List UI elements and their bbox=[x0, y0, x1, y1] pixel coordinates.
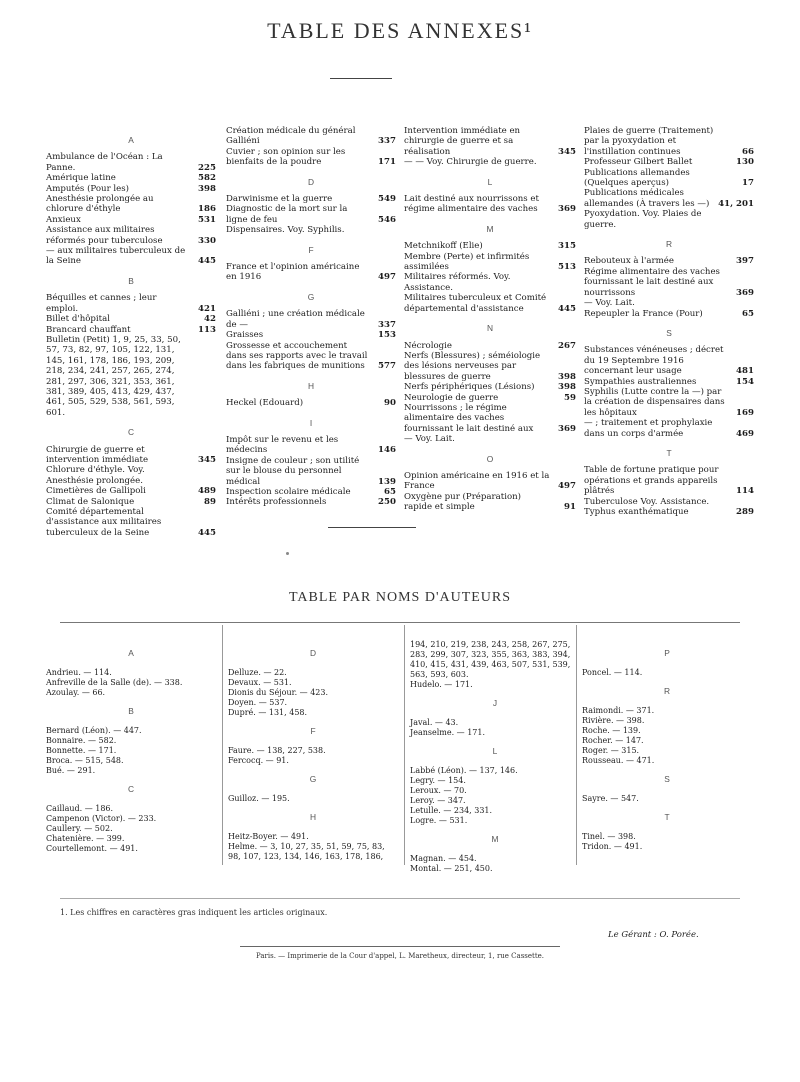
index-entry bbox=[584, 507, 754, 517]
entry-page: 421 bbox=[198, 303, 216, 314]
entry-text: Insigne de couleur ; son utilité sur le blouse du personnel médical bbox=[226, 455, 360, 487]
authors-title: TABLE PAR NOMS D'AUTEURS bbox=[288, 590, 512, 605]
authors-column-3 bbox=[410, 640, 580, 874]
section-letter: R bbox=[665, 239, 673, 250]
author-entry: Azoulay. — 66. bbox=[46, 688, 106, 697]
index-entry bbox=[584, 168, 754, 189]
section-letter: D bbox=[307, 176, 315, 187]
index-entry bbox=[584, 209, 754, 230]
index-entry bbox=[404, 434, 576, 444]
entry-page: 59 bbox=[564, 392, 576, 403]
index-entry bbox=[584, 188, 754, 209]
author-entry: Helme. — 3, 10, 27, 35, 51, 59, 75, 83, 98, 107, 123, 134, 146, 163, 178, 186, bbox=[228, 842, 385, 861]
author-entry: Andrieu. — 114. bbox=[46, 668, 112, 677]
author-entry: Letulle. — 234, 331. bbox=[410, 806, 493, 815]
entry-text: Publications médicales allemandes (À travers les —) bbox=[584, 188, 710, 209]
column-rule bbox=[576, 625, 577, 865]
entry-text: Intervention immédiate en chirurgie de guerre et sa réalisation bbox=[404, 126, 521, 157]
entry-page: 153 bbox=[378, 330, 396, 341]
entry-text: Typhus exanthématique bbox=[584, 507, 689, 517]
index-entry bbox=[404, 382, 576, 392]
index-entry bbox=[46, 335, 216, 418]
entry-text: Nerfs (Blessures) ; séméiologie des lésions nerveuses par blessures de guerre bbox=[404, 350, 541, 382]
section-letter: F bbox=[308, 244, 314, 255]
entry-text: Amérique latine bbox=[46, 173, 116, 184]
annex-column-2 bbox=[226, 126, 396, 508]
entry-page: 369 bbox=[558, 204, 576, 215]
index-entry bbox=[584, 126, 754, 157]
author-entry: Magnan. — 454. bbox=[410, 854, 477, 863]
entry-page: 267 bbox=[558, 340, 576, 351]
index-entry bbox=[226, 126, 396, 147]
section-letter: H bbox=[307, 380, 315, 391]
entry-page: 90 bbox=[384, 398, 396, 409]
entry-text: Tuberculose Voy. Assistance. bbox=[584, 496, 710, 507]
entry-page: 139 bbox=[378, 476, 396, 487]
index-entry bbox=[404, 252, 576, 273]
index-entry bbox=[226, 262, 396, 283]
printer-rule bbox=[240, 946, 560, 947]
author-entry: Broca. — 515, 548. bbox=[46, 756, 124, 765]
index-entry bbox=[226, 194, 396, 204]
author-entry: Delluze. — 22. bbox=[228, 668, 287, 677]
entry-text: Cuvier ; son opinion sur les bienfaits de la poudre bbox=[226, 146, 346, 168]
entry-text: — Voy. Lait. bbox=[404, 434, 455, 445]
index-entry bbox=[404, 393, 576, 403]
index-entry bbox=[226, 147, 396, 168]
index-entry bbox=[226, 330, 396, 340]
entry-text: Plaies de guerre (Traitement) par la pyoxydation et l'instillation continues bbox=[584, 126, 714, 157]
entry-text: Substances vénéneuses ; décret du 19 Septembre 1916 concernant leur usage bbox=[584, 345, 724, 377]
entry-page: 549 bbox=[378, 194, 396, 205]
entry-text: Pyoxydation. Voy. Plaies de guerre. bbox=[584, 209, 702, 230]
section-letter: H bbox=[309, 812, 317, 822]
index-entry bbox=[584, 418, 754, 439]
section-letter: G bbox=[309, 774, 317, 784]
gerant-signature: Le Gérant : O. Porée. bbox=[608, 930, 699, 940]
entry-text: Comité départemental d'assistance aux militaires tuberculeux de la Seine bbox=[46, 507, 162, 538]
entry-text: Inspection scolaire médicale bbox=[226, 486, 351, 497]
index-entry bbox=[226, 497, 396, 507]
entry-text: Table de fortune pratique pour opérations et grands appareils plâtrés bbox=[584, 465, 719, 497]
author-entry: Poncel. — 114. bbox=[582, 668, 643, 677]
author-entry: Rivière. — 398. bbox=[582, 716, 645, 725]
section-letter: T bbox=[664, 812, 670, 822]
entry-page: 250 bbox=[378, 497, 396, 508]
author-entry: 194, 210, 219, 238, 243, 258, 267, 275, 283, 299, 307, 323, 355, 363, 383, 394, 410, 415, 431, 439, 463, 507, 531, 539, 563, 593, 603. bbox=[410, 640, 571, 679]
entry-text: Oxygène pur (Préparation) rapide et simple bbox=[404, 491, 522, 513]
entry-page: 481 bbox=[736, 366, 754, 377]
author-entry: Sayre. — 547. bbox=[582, 794, 639, 803]
author-entry: Dionis du Séjour. — 423. bbox=[228, 688, 329, 697]
author-entry: Devaux. — 531. bbox=[228, 678, 292, 687]
entry-text: Anesthésie prolongée au chlorure d'éthyle bbox=[46, 194, 154, 215]
author-entry: Courtellemont. — 491. bbox=[46, 844, 138, 853]
author-entry: Caullery. — 502. bbox=[46, 824, 113, 833]
entry-page: 445 bbox=[198, 527, 216, 538]
index-entry bbox=[226, 456, 396, 487]
entry-page: 89 bbox=[204, 496, 216, 507]
index-entry bbox=[404, 241, 576, 251]
annex-column-3 bbox=[404, 126, 576, 513]
authors-rule bbox=[60, 622, 740, 623]
section-letter: P bbox=[664, 648, 670, 658]
entry-text: Grossesse et accouchement dans ses rapports avec le travail dans les fabriques de munitions bbox=[226, 340, 368, 372]
index-entry bbox=[226, 435, 396, 456]
author-entry: Labbé (Léon). — 137, 146. bbox=[410, 766, 518, 775]
entry-page: 513 bbox=[558, 262, 576, 273]
entry-text: Heckel (Edouard) bbox=[226, 398, 304, 409]
entry-text: Neurologie de guerre bbox=[404, 392, 499, 403]
entry-text: — — Voy. Chirurgie de guerre. bbox=[404, 157, 537, 168]
section-letter: M bbox=[486, 223, 494, 234]
index-entry bbox=[584, 256, 754, 266]
entry-page: 17 bbox=[742, 178, 754, 189]
entry-text: Graisses bbox=[226, 330, 264, 341]
index-entry bbox=[226, 341, 396, 372]
entry-page: 582 bbox=[198, 173, 216, 184]
index-entry bbox=[46, 184, 216, 194]
entry-text: Militaires tuberculeux et Comité départemental d'assistance bbox=[404, 293, 547, 314]
author-entry: Legry. — 154. bbox=[410, 776, 466, 785]
entry-page: 497 bbox=[378, 272, 396, 283]
author-entry: Bonnette. — 171. bbox=[46, 746, 117, 755]
index-entry bbox=[46, 486, 216, 496]
entry-page: 345 bbox=[198, 454, 216, 465]
section-letter: C bbox=[127, 427, 135, 438]
section-letter: T bbox=[666, 447, 672, 458]
entry-text: Rebouteux à l'armée bbox=[584, 256, 674, 267]
section-letter: S bbox=[666, 327, 672, 338]
index-entry bbox=[404, 293, 576, 314]
section-letter: I bbox=[309, 417, 313, 428]
author-entry: Roche. — 139. bbox=[582, 726, 641, 735]
index-entry bbox=[584, 157, 754, 167]
entry-text: — aux militaires tuberculeux de la Seine bbox=[46, 246, 186, 267]
entry-page: 337 bbox=[378, 136, 396, 147]
entry-text: Militaires réformés. Voy. Assistance. bbox=[404, 272, 511, 293]
index-entry bbox=[404, 341, 576, 351]
section-letter: S bbox=[664, 774, 670, 784]
index-entry bbox=[584, 309, 754, 319]
section-letter: B bbox=[128, 706, 134, 716]
entry-text: Bulletin (Petit) 1, 9, 25, 33, 50, 57, 73, 82, 97, 105, 122, 131, 145, 161, 178, 186, 193, 209, 218, 234, 241, 257, 265, 274, 281, 297, 306, 321, 353, 361, 381, 389, 405, 413, 429, 437, 461, 505, 529, 538, 561, 593, 601. bbox=[46, 334, 181, 418]
index-entry bbox=[584, 298, 754, 308]
entry-text: Sympathies australiennes bbox=[584, 376, 697, 387]
entry-text: Intérêts professionnels bbox=[226, 497, 327, 508]
entry-page: 330 bbox=[198, 235, 216, 246]
index-entry bbox=[404, 492, 576, 513]
entry-page: 397 bbox=[736, 256, 754, 267]
section-letter: C bbox=[127, 784, 135, 794]
index-entry bbox=[46, 246, 216, 267]
footnote-rule bbox=[60, 898, 740, 899]
author-entry: Guilloz. — 195. bbox=[228, 794, 290, 803]
section-letter: B bbox=[128, 275, 134, 286]
index-entry bbox=[46, 225, 216, 246]
author-entry: Tridon. — 491. bbox=[582, 842, 643, 851]
author-entry: Leroy. — 347. bbox=[410, 796, 466, 805]
entry-page: 445 bbox=[558, 303, 576, 314]
author-entry: Raimondi. — 371. bbox=[582, 706, 655, 715]
entry-page: 169 bbox=[736, 407, 754, 418]
entry-text: Création médicale du général Galliéni bbox=[226, 126, 356, 147]
entry-text: Amputés (Pour les) bbox=[46, 183, 130, 194]
section-letter: F bbox=[310, 726, 316, 736]
section-letter: G bbox=[307, 291, 315, 302]
entry-page: 154 bbox=[736, 376, 754, 387]
author-entry: Roger. — 315. bbox=[582, 746, 640, 755]
index-entry bbox=[226, 487, 396, 497]
index-entry bbox=[46, 497, 216, 507]
footnote: 1. Les chiffres en caractères gras indiquent les articles originaux. bbox=[60, 908, 328, 917]
entry-text: Professeur Gilbert Ballet bbox=[584, 157, 693, 168]
column-rule bbox=[222, 625, 223, 865]
author-entry: Heitz-Boyer. — 491. bbox=[228, 832, 309, 841]
author-entry: Leroux. — 70. bbox=[410, 786, 467, 795]
index-entry bbox=[404, 471, 576, 492]
author-entry: Chatenière. — 399. bbox=[46, 834, 125, 843]
author-entry: Bernard (Léon). — 447. bbox=[46, 726, 142, 735]
entry-page: 577 bbox=[378, 361, 396, 372]
index-entry bbox=[404, 194, 576, 215]
entry-page: 42 bbox=[204, 314, 216, 325]
entry-text: Nerfs périphériques (Lésions) bbox=[404, 382, 535, 393]
author-entry: Doyen. — 537. bbox=[228, 698, 288, 707]
entry-text: Publications allemandes (Quelques aperçus) bbox=[584, 167, 690, 189]
author-entry: Rocher. — 147. bbox=[582, 736, 644, 745]
entry-page: 398 bbox=[198, 183, 216, 194]
entry-page: 65 bbox=[742, 308, 754, 319]
index-entry bbox=[226, 398, 396, 408]
index-entry bbox=[46, 325, 216, 335]
entry-page: 315 bbox=[558, 241, 576, 252]
column-rule bbox=[404, 625, 405, 865]
author-entry: Fercocq. — 91. bbox=[228, 756, 289, 765]
authors-column-4 bbox=[582, 640, 752, 852]
entry-text: Cimetières de Gallipoli bbox=[46, 486, 146, 497]
entry-page: 369 bbox=[558, 423, 576, 434]
entry-page: 398 bbox=[558, 382, 576, 393]
entry-text: Dispensaires. Voy. Syphilis. bbox=[226, 225, 345, 236]
index-entry bbox=[226, 225, 396, 235]
entry-page: 337 bbox=[378, 319, 396, 330]
index-entry bbox=[404, 272, 576, 293]
author-entry: Anfreville de la Salle (de). — 338. bbox=[46, 678, 183, 687]
index-entry bbox=[46, 314, 216, 324]
entry-page: 345 bbox=[558, 146, 576, 157]
index-entry bbox=[404, 403, 576, 434]
index-entry bbox=[404, 126, 576, 157]
entry-text: Climat de Salonique bbox=[46, 496, 135, 507]
index-entry bbox=[46, 173, 216, 183]
entry-page: 398 bbox=[558, 371, 576, 382]
section-letter: D bbox=[309, 648, 317, 658]
entry-text: France et l'opinion américaine en 1916 bbox=[226, 262, 360, 283]
author-entry: Hudelo. — 171. bbox=[410, 680, 473, 689]
author-entry: Campenon (Victor). — 233. bbox=[46, 814, 157, 823]
author-entry: Faure. — 138, 227, 538. bbox=[228, 746, 326, 755]
entry-page: 531 bbox=[198, 214, 216, 225]
entry-text: Billet d'hôpital bbox=[46, 314, 110, 325]
entry-page: 225 bbox=[198, 162, 216, 173]
section-letter: O bbox=[486, 453, 494, 464]
entry-page: 130 bbox=[736, 157, 754, 168]
index-entry bbox=[584, 267, 754, 298]
annex-column-1 bbox=[46, 126, 216, 538]
entry-text: Galliéni ; une création médicale de — bbox=[226, 309, 365, 330]
index-entry bbox=[584, 345, 754, 376]
annex-column-4 bbox=[584, 126, 754, 517]
entry-text: Membre (Perte) et infirmités assimilées bbox=[404, 251, 530, 273]
index-entry bbox=[46, 215, 216, 225]
index-entry bbox=[46, 194, 216, 215]
entry-page: 186 bbox=[198, 204, 216, 215]
entry-text: Chlorure d'éthyle. Voy. Anesthésie prolongée. bbox=[46, 465, 145, 486]
author-entry: Montal. — 251, 450. bbox=[410, 864, 493, 873]
entry-text: Darwinisme et la guerre bbox=[226, 194, 333, 205]
section-letter: N bbox=[486, 323, 494, 334]
author-entry: Logre. — 531. bbox=[410, 816, 468, 825]
author-entry: Jeanselme. — 171. bbox=[410, 728, 486, 737]
entry-page: 171 bbox=[378, 157, 396, 168]
section-divider bbox=[328, 527, 416, 528]
author-entry: Bué. — 291. bbox=[46, 766, 96, 775]
section-letter: J bbox=[492, 698, 498, 708]
entry-text: Repeupler la France (Pour) bbox=[584, 308, 703, 319]
index-entry bbox=[226, 309, 396, 330]
index-entry bbox=[46, 293, 216, 314]
entry-page: 369 bbox=[736, 287, 754, 298]
entry-text: Impôt sur le revenu et les médecins bbox=[226, 434, 339, 456]
entry-page: 289 bbox=[736, 507, 754, 517]
index-entry bbox=[584, 377, 754, 387]
entry-text: Lait destiné aux nourrissons et régime alimentaire des vaches bbox=[404, 194, 539, 215]
entry-page: 66 bbox=[742, 146, 754, 157]
index-entry bbox=[226, 204, 396, 225]
entry-text: Régime alimentaire des vaches fournissant le lait destiné aux nourrissons bbox=[584, 266, 720, 298]
entry-text: Nécrologie bbox=[404, 340, 452, 351]
section-letter: A bbox=[128, 135, 134, 145]
index-entry bbox=[404, 157, 576, 167]
index-entry bbox=[46, 507, 216, 538]
index-entry bbox=[584, 387, 754, 418]
entry-text: Anxieux bbox=[46, 214, 81, 225]
page-title: TABLE DES ANNEXES¹ bbox=[267, 18, 533, 43]
section-letter: R bbox=[663, 686, 671, 696]
title-rule bbox=[330, 78, 392, 79]
index-entry bbox=[46, 445, 216, 466]
index-entry bbox=[584, 465, 754, 496]
entry-text: Chirurgie de guerre et intervention immédiate bbox=[46, 444, 149, 465]
author-entry: Rousseau. — 471. bbox=[582, 756, 655, 765]
entry-text: Metchnikoff (Elie) bbox=[404, 241, 483, 252]
index-entry bbox=[46, 152, 216, 173]
index-entry bbox=[584, 497, 754, 507]
section-letter: M bbox=[491, 834, 499, 844]
entry-text: Opinion américaine en 1916 et la France bbox=[404, 470, 550, 492]
entry-page: 445 bbox=[198, 256, 216, 267]
entry-text: Nourrissons ; le régime alimentaire des vaches fournissant le lait destiné aux bbox=[404, 402, 534, 434]
entry-text: — ; traitement et prophylaxie dans un corps d'armée bbox=[584, 418, 713, 439]
index-entry bbox=[404, 351, 576, 382]
entry-page: 469 bbox=[736, 428, 754, 439]
entry-page: 489 bbox=[198, 486, 216, 497]
author-entry: Javal. — 43. bbox=[410, 718, 459, 727]
section-letter: A bbox=[128, 648, 134, 658]
entry-page: 41, 201 bbox=[718, 198, 754, 209]
section-letter: L bbox=[487, 176, 493, 187]
entry-text: Béquilles et cannes ; leur emploi. bbox=[46, 293, 157, 314]
author-entry: Caillaud. — 186. bbox=[46, 804, 114, 813]
author-entry: Tinel. — 398. bbox=[582, 832, 636, 841]
entry-page: 146 bbox=[378, 445, 396, 456]
ink-spot bbox=[286, 552, 289, 555]
printer-line: Paris. — Imprimerie de la Cour d'appel, L. Maretheux, directeur, 1, rue Cassette. bbox=[255, 952, 545, 960]
author-entry: Bonnaire. — 582. bbox=[46, 736, 117, 745]
authors-column-1 bbox=[46, 640, 216, 854]
entry-text: Syphilis (Lutte contre la —) par la création de dispensaires dans les hôpitaux bbox=[584, 386, 725, 418]
entry-text: — Voy. Lait. bbox=[584, 298, 635, 309]
author-entry: Dupré. — 131, 458. bbox=[228, 708, 308, 717]
entry-text: Ambulance de l'Océan : La Panne. bbox=[46, 152, 163, 173]
index-entry bbox=[46, 465, 216, 486]
entry-page: 65 bbox=[384, 486, 396, 497]
section-letter: L bbox=[492, 746, 498, 756]
authors-column-2 bbox=[228, 640, 398, 862]
entry-page: 91 bbox=[564, 502, 576, 513]
entry-text: Assistance aux militaires réformés pour tuberculose bbox=[46, 225, 163, 246]
entry-text: Brancard chauffant bbox=[46, 324, 131, 335]
entry-page: 497 bbox=[558, 481, 576, 492]
entry-page: 546 bbox=[378, 214, 396, 225]
entry-page: 114 bbox=[736, 486, 754, 497]
entry-page: 113 bbox=[198, 324, 216, 335]
entry-text: Diagnostic de la mort sur la ligne de feu bbox=[226, 204, 348, 225]
